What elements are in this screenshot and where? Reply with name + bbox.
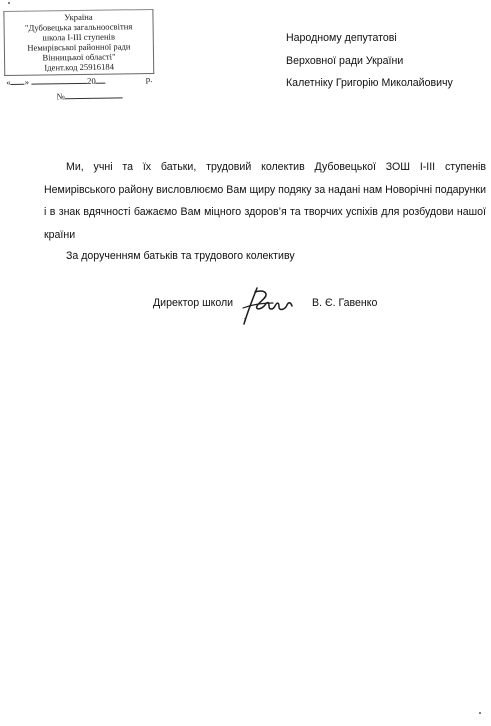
stamp-org-line-2: школа І-ІІІ ступенів: [42, 31, 116, 43]
stamp-country: Україна: [64, 11, 93, 23]
addressee-line-3: Калетніку Григорію Миколайовичу: [286, 77, 453, 89]
stamp-box: [3, 9, 154, 76]
addressee-line-1: Народному депутатові: [286, 32, 397, 44]
stamp-number-label: №: [56, 91, 65, 102]
scan-speck: [8, 2, 10, 4]
closing-line: За дорученням батьків та трудового колективу: [66, 250, 295, 262]
scan-speck: [244, 318, 245, 319]
stamp-date-open-quote: «: [6, 76, 11, 88]
stamp-org-line-4: Вінницької області": [42, 51, 116, 63]
stamp-date-close-quote: »: [24, 76, 30, 87]
stamp-date-line: [4, 74, 154, 87]
handwritten-signature: [239, 284, 297, 333]
addressee-block: [286, 27, 486, 95]
signatory-name: В. Є. Гавенко: [312, 297, 378, 309]
body-paragraph: Ми, учні та їх батьки, трудовий колектив Дубовецької ЗОШ І-ІІІ ступенів Немирівського району висловлюємо Вам щиру подяку за надані нам Новорічні подарунки і в знак вдячності бажаємо Вам міцного здоров’я та творчих успіхів для розбудови нашої країни: [44, 161, 486, 241]
stamp-org-line-3: Немирівської районної ради: [27, 41, 131, 53]
letter-body: [44, 156, 486, 246]
letterhead-stamp: [3, 9, 154, 102]
stamp-date-suffix: р.: [145, 73, 153, 85]
signature-block: [153, 296, 393, 336]
stamp-date-year: 20: [87, 75, 96, 86]
stamp-org-line-1: "Дубовецька загальноосвітня: [24, 21, 133, 33]
scan-speck: [479, 712, 481, 714]
stamp-number-line: [4, 89, 154, 102]
signatory-title: Директор школи: [153, 297, 234, 309]
stamp-code-line: Ідент.код 25916184: [44, 61, 115, 73]
addressee-line-2: Верховної ради України: [286, 54, 404, 67]
